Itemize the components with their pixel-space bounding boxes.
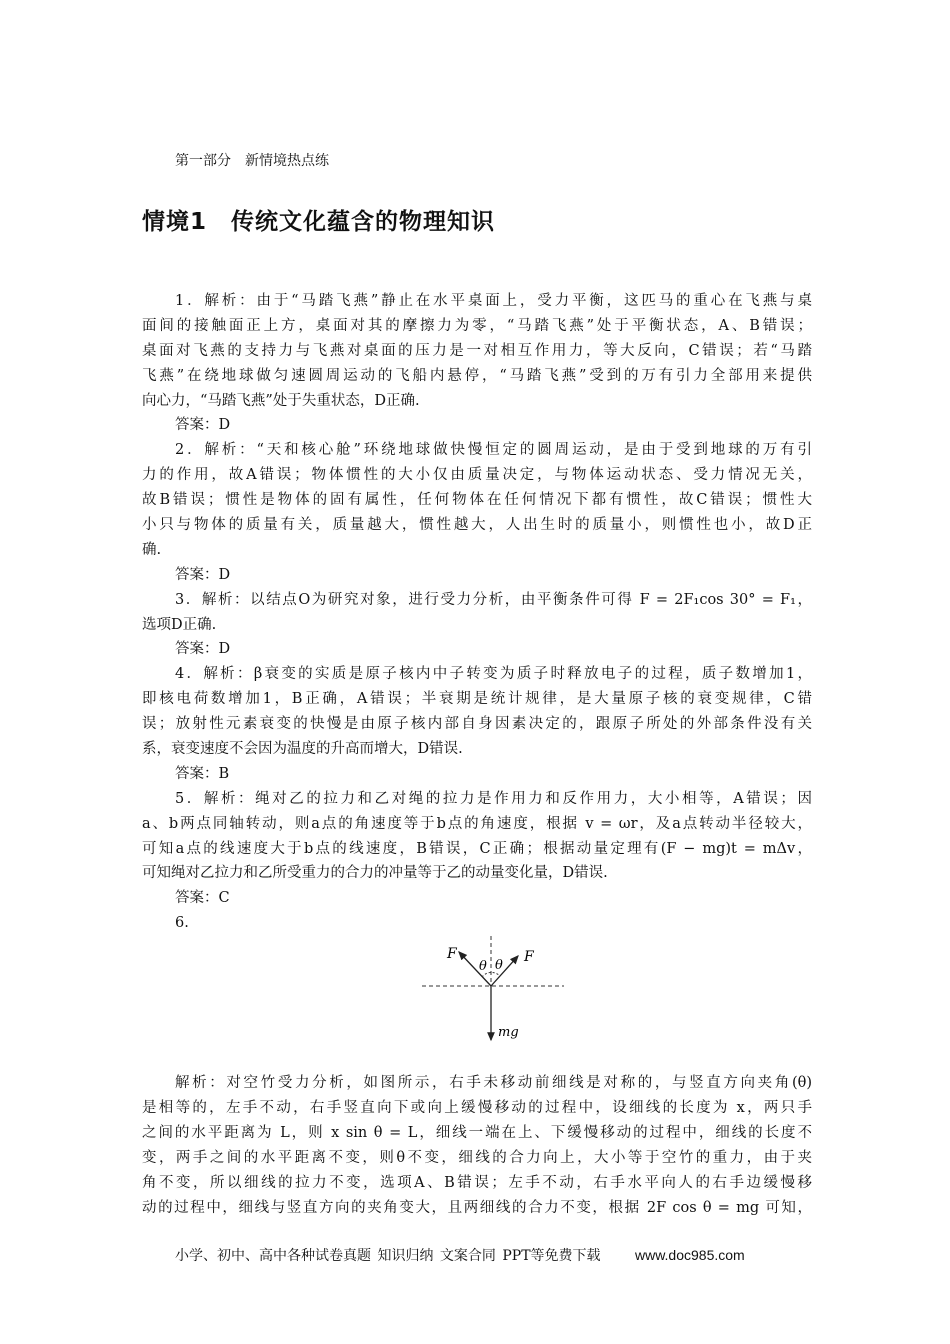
text-line: 系，衰变速度不会因为温度的升高而增大，D错误. — [142, 741, 463, 758]
text-line: 向心力，“马踏飞燕”处于失重状态，D正确. — [142, 392, 420, 409]
force-diagram-svg — [412, 936, 612, 1071]
text-line: 5．解析：绳对乙的拉力和乙对绳的拉力是作用力和反作用力，大小相等，A错误；因 — [175, 790, 812, 807]
text-line: 故B错误；惯性是物体的固有属性，任何物体在任何情况下都有惯性，故C错误；惯性大 — [142, 492, 812, 509]
text-line: 2．解析：“天和核心舱”环绕地球做快慢恒定的圆周运动，是由于受到地球的万有引 — [175, 442, 812, 459]
angle-left-label: θ — [479, 959, 487, 975]
text-line: 3．解析：以结点O为研究对象，进行受力分析，由平衡条件可得 F = 2F₁cos 30° = F₁， — [175, 591, 812, 608]
text-line: 答案：C — [175, 890, 230, 907]
text-line: 答案：D — [175, 566, 231, 583]
text-line: 是相等的，左手不动，右手竖直向下或向上缓慢移动的过程中，设细线的长度为 x，两只手 — [142, 1100, 812, 1117]
text-line: 答案：B — [175, 765, 230, 782]
text-line: a、b两点同轴转动，则a点的角速度等于b点的角速度，根据 v = ωr，及a点转动半径较大， — [142, 815, 812, 832]
force-left-label: F — [447, 946, 457, 963]
text-line: 4．解析：β衰变的实质是原子核内中子转变为质子时释放电子的过程，质子数增加1， — [175, 666, 812, 683]
text-line: 角不变，所以细线的拉力不变，选项A、B错误；左手不动，右手水平向人的右手边缓慢移 — [142, 1174, 812, 1191]
text-line: 小只与物体的质量有关，质量越大，惯性越大，人出生时的质量小，则惯性也小，故D正 — [142, 517, 812, 534]
text-line: 选项D正确. — [142, 616, 217, 633]
text-line: 答案：D — [175, 417, 231, 434]
text-line: 之间的水平距离为 L，则 x sin θ = L，细线一端在上、下缓慢移动的过程中，细线的长度不 — [142, 1124, 812, 1141]
footer — [175, 1245, 745, 1265]
text-line: 力的作用，故A错误；物体惯性的大小仅由质量决定，与物体运动状态、受力情况无关， — [142, 467, 812, 484]
text-line: 飞燕”在绕地球做匀速圆周运动的飞船内悬停，“马踏飞燕”受到的万有引力全部用来提供 — [142, 367, 812, 384]
text-line: 动的过程中，细线与竖直方向的夹角变大，且两细线的合力不变，根据 2F cos θ = mg 可知， — [142, 1199, 812, 1216]
text-line: 可知a点的线速度大于b点的线速度，B错误，C正确；根据动量定理有(F − mg)t = mΔv， — [142, 840, 812, 857]
text-line: 解析：对空竹受力分析，如图所示，右手未移动前细线是对称的，与竖直方向夹角(θ) — [175, 1075, 812, 1092]
text-line: 确. — [142, 541, 162, 558]
weight-label: mg — [498, 1025, 519, 1041]
text-line: 可知绳对乙拉力和乙所受重力的合力的冲量等于乙的动量变化量，D错误. — [142, 865, 608, 882]
force-diagram — [142, 936, 812, 1071]
footer-text: 小学、初中、高中各种试卷真题 知识归纳 文案合同 PPT等免费下载 — [175, 1248, 601, 1264]
force-right-label: F — [524, 949, 534, 966]
document-body — [142, 289, 812, 1221]
text-line: 即核电荷数增加1，B正确，A错误；半衰期是统计规律，是大量原子核的衰变规律，C错 — [142, 691, 812, 708]
page-title: 情境1 传统文化蕴含的物理知识 — [142, 209, 496, 235]
text-line: 变，两手之间的水平距离不变，则θ不变，细线的合力向上，大小等于空竹的重力，由于夹 — [142, 1149, 812, 1166]
text-line: 答案：D — [175, 641, 231, 658]
section-heading: 第一部分 新情境热点练 — [175, 153, 329, 169]
footer-link[interactable]: www.doc985.com — [634, 1247, 745, 1263]
text-line: 6. — [175, 915, 189, 932]
angle-right-label: θ — [495, 958, 503, 974]
text-line: 桌面对飞燕的支持力与飞燕对桌面的压力是一对相互作用力，等大反向，C错误；若“马踏 — [142, 342, 812, 359]
text-line: 面间的接触面正上方，桌面对其的摩擦力为零，“马踏飞燕”处于平衡状态，A、B错误； — [142, 317, 812, 334]
text-line: 1．解析：由于“马踏飞燕”静止在水平桌面上，受力平衡，这匹马的重心在飞燕与桌 — [175, 293, 812, 309]
text-line: 误；放射性元素衰变的快慢是由原子核内部自身因素决定的，跟原子所处的外部条件没有关 — [142, 716, 812, 733]
